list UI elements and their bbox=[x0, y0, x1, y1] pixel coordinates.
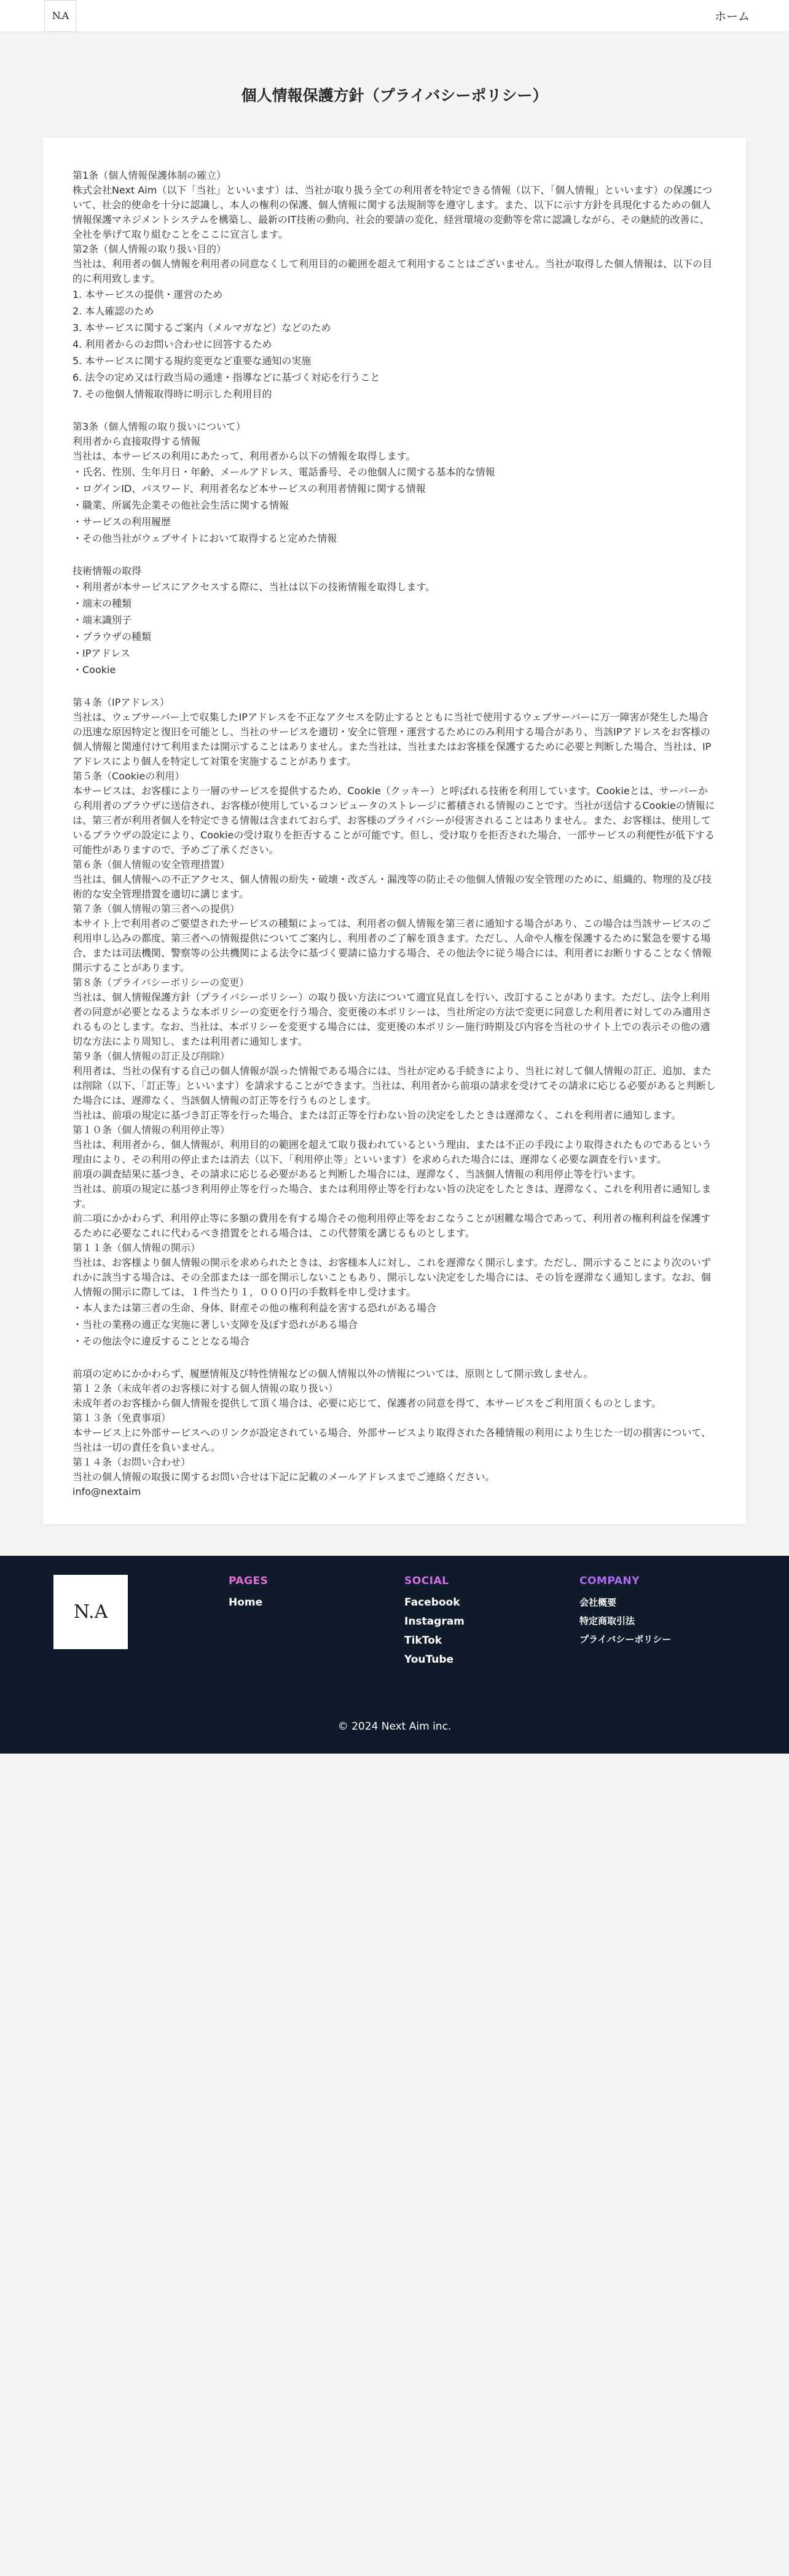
list-item: 5. 本サービスに関する規約変更など重要な通知の実施 bbox=[73, 355, 312, 367]
list-item: ・氏名、性別、生年月日・年齢、メールアドレス、電話番号、その他個人に関する基本的な情報 bbox=[73, 466, 495, 478]
site-header bbox=[0, 0, 789, 32]
section-14-title: 第１４条（お問い合わせ） bbox=[73, 1456, 191, 1468]
logo-text: N.A bbox=[52, 10, 69, 21]
section-8-body: 当社は、個人情報保護方針（プライバシーポリシー）の取り扱い方法について適宜見直しを行い、改訂することがあります。ただし、法令上利用者の同意が必要となるような本ポリシーの変更を行う場合、変更後の本ポリシーは、当社所定の方法で変更に同意した利用者に対してのみ適用されるものとします。なお、当社は、本ポリシーを変更する場合には、変更後の本ポリシー施行時期及び内容を当社のサイト上での表示その他の適切な方法により周知し、または利用者に通知します。 bbox=[73, 991, 712, 1047]
section-6-body: 当社は、個人情報への不正アクセス、個人情報の紛失・破壊・改ざん・漏洩等の防止その他個人情報の安全管理のために、組織的、物理的及び技術的な安全管理措置を適切に講じます。 bbox=[73, 873, 712, 900]
section-7-body: 本サイト上で利用者のご要望されたサービスの種類によっては、利用者の個人情報を第三者に通知する場合があり、この場合は当該サービスのご利用申し込みの都度、第三者への情報提供についてご案内し、利用者のご了解を頂きます。ただし、人命や人権を保護するために緊急を要する場合、または司法機関、警察等の公共機関による法令に基づく要請に協力する場合、その他法令に従う場合には、利用者にお断りすることなく情報開示することがあります。 bbox=[73, 918, 712, 974]
list-item: 7. その他個人情報取得時に明示した利用目的 bbox=[73, 388, 272, 400]
footer-link-privacy[interactable]: プライバシーポリシー bbox=[579, 1634, 672, 1645]
section-3-subtitle-direct: 利用者から直接取得する情報 bbox=[73, 435, 201, 447]
list-item: ・職業、所属先企業その他社会生活に関する情報 bbox=[73, 499, 289, 511]
list-item: ・その他当社がウェブサイトにおいて取得すると定めた情報 bbox=[73, 533, 337, 544]
footer-social-heading: SOCIAL bbox=[404, 1575, 449, 1587]
section-11-body-2: 前項の定めにかかわらず、履歴情報及び特性情報などの個人情報以外の情報については、原則として開示致しません。 bbox=[73, 1368, 594, 1380]
section-10-title: 第１０条（個人情報の利用停止等） bbox=[73, 1124, 230, 1136]
list-item: 4. 利用者からのお問い合わせに回答するため bbox=[73, 338, 272, 350]
list-item: ・当社の業務の適正な実施に著しい支障を及ぼす恐れがある場合 bbox=[73, 1319, 358, 1330]
section-10-body-2: 前項の調査結果に基づき、その請求に応じる必要があると判断した場合には、遅滞なく、当該個人情報の利用停止等を行います。 bbox=[73, 1168, 642, 1180]
section-2-purpose-list bbox=[73, 286, 716, 402]
site-logo[interactable] bbox=[44, 0, 76, 32]
footer-link-facebook[interactable]: Facebook bbox=[404, 1596, 460, 1609]
section-13-body: 本サービス上に外部サービスへのリンクが設定されている場合、外部サービスより取得された各種情報の利用により生じた一切の損害について、当社は一切の責任を負いません。 bbox=[73, 1427, 712, 1453]
list-item: ・その他法令に違反することとなる場合 bbox=[73, 1335, 250, 1347]
footer-link-tiktok[interactable]: TikTok bbox=[404, 1634, 442, 1647]
footer-logo[interactable] bbox=[53, 1575, 128, 1649]
list-item: 6. 法令の定め又は行政当局の通達・指導などに基づく対応を行うこと bbox=[73, 372, 380, 383]
copyright: © 2024 Next Aim inc. bbox=[337, 1720, 452, 1733]
section-6-title: 第６条（個人情報の安全管理措置） bbox=[73, 859, 230, 870]
list-item: 3. 本サービスに関するご案内（メルマガなど）などのため bbox=[73, 322, 331, 334]
section-9-body-2: 当社は、前項の規定に基づき訂正等を行った場合、または訂正等を行わない旨の決定をしたときは遅滞なく、これを利用者に通知します。 bbox=[73, 1109, 681, 1121]
section-8-title: 第８条（プライバシーポリシーの変更） bbox=[73, 977, 249, 988]
section-11-body-1: 当社は、お客様より個人情報の開示を求められたときは、お客様本人に対し、これを遅滞なく開示します。ただし、開示することにより次のいずれかに該当する場合は、その全部または一部を開示しないこともあり、開示しない決定をした場合には、その旨を遅滞なく通知します。なお、個人情報の開示に際しては、１件当たり１，０００円の手数料を申し受けます。 bbox=[73, 1257, 711, 1298]
footer-link-company-profile[interactable]: 会社概要 bbox=[579, 1597, 617, 1608]
section-4-title: 第４条（IPアドレス） bbox=[73, 697, 170, 708]
list-item: 1. 本サービスの提供・運営のため bbox=[73, 289, 223, 300]
section-10-body-1: 当社は、利用者から、個人情報が、利用目的の範囲を超えて取り扱われているという理由、または不正の手段により取得されたものであるという理由により、その利用の停止または消去（以下、「利用停止等」といいます）を求められた場合には、遅滞なく必要な調査を行います。 bbox=[73, 1139, 712, 1165]
section-3-subtitle-tech: 技術情報の取得 bbox=[73, 565, 142, 577]
list-item: ・ログインID、パスワード、利用者名など本サービスの利用者情報に関する情報 bbox=[73, 483, 426, 494]
list-item: ・端末識別子 bbox=[73, 614, 132, 626]
footer-logo-text: N.A bbox=[73, 1601, 108, 1623]
section-11-list bbox=[73, 1300, 716, 1349]
footer-pages-heading: PAGES bbox=[229, 1575, 269, 1587]
list-item: ・ブラウザの種類 bbox=[73, 631, 152, 642]
section-5-body: 本サービスは、お客様により一層のサービスを提供するため、Cookie（クッキー）と呼ばれる技術を利用しています。Cookieとは、サーバーから利用者のブラウザに送信され、お客様が使用しているコンピュータのストレージに蓄積される情報のことです。当社が送信するCookieの情報には、第三者が利用者個人を特定できる情報は含まれておらず、お客様のプライバシーが侵害されることはありません。また、お客様は、使用しているブラウザの設定により、Cookieの受け取りを拒否することが可能です。但し、受け取りを拒否された場合、一部サービスの利便性が低下する可能性がありますので、予めご了承ください。 bbox=[73, 785, 715, 856]
section-1-body: 株式会社Next Aim（以下「当社」といいます）は、当社が取り扱う全ての利用者を特定できる情報（以下、「個人情報」といいます）の保護について、社会的使命を十分に認識し、本人の権利の保護、個人情報に関する法規制等を遵守します。また、以下に示す方針を具現化するための個人情報保護マネジメントシステムを構築し、最新のIT技術の動向、社会的要請の変化、経営環境の変動等を常に認識しながら、その継続的改善に、全社を挙げて取り組むことをここに宣言します。 bbox=[73, 184, 713, 240]
footer-link-youtube[interactable]: YouTube bbox=[404, 1653, 454, 1666]
section-9-title: 第９条（個人情報の訂正及び削除） bbox=[73, 1050, 230, 1062]
section-11-title: 第１１条（個人情報の開示） bbox=[73, 1242, 201, 1254]
section-3-body: 当社は、本サービスの利用にあたって、利用者から以下の情報を取得します。 bbox=[73, 450, 416, 462]
list-item: ・本人または第三者の生命、身体、財産その他の権利利益を害する恐れがある場合 bbox=[73, 1302, 437, 1314]
list-item: ・サービスの利用履歴 bbox=[73, 516, 171, 528]
section-14-body: 当社の個人情報の取扱に関するお問い合せは下記に記載のメールアドレスまでご連絡ください。 bbox=[73, 1471, 495, 1483]
list-item: ・利用者が本サービスにアクセスする際に、当社は以下の技術情報を取得します。 bbox=[73, 581, 436, 593]
section-2-body: 当社は、利用者の個人情報を利用者の同意なくして利用目的の範囲を超えて利用することはございません。当社が取得した個人情報は、以下の目的に利用致します。 bbox=[73, 258, 712, 284]
list-item: 2. 本人確認のため bbox=[73, 305, 154, 317]
section-3-direct-list bbox=[73, 464, 716, 547]
section-5-title: 第５条（Cookieの利用） bbox=[73, 770, 185, 782]
section-4-body: 当社は、ウェブサーバー上で収集したIPアドレスを不正なアクセスを防止するとともに当社で使用するウェブサーバーに万一障害が発生した場合の迅速な原因特定と復旧を可能とし、当社のサービスを適切・安全に管理・運営するためにのみ利用する場合があり、当該IPアドレスをお客様の個人情報と関連付けて利用または開示することはありません。また当社は、当社またはお客様を保護するために必要と判断した場合、当社は、IPアドレスにより個人を特定して対策を実施することがあります。 bbox=[73, 711, 712, 767]
footer-company-column bbox=[579, 1575, 671, 1649]
footer-pages-column bbox=[229, 1575, 268, 1612]
nav-home-link[interactable]: ホーム bbox=[714, 10, 750, 23]
section-1-title: 第1条（個人情報保護体制の確立） bbox=[73, 170, 227, 181]
section-12-body: 未成年者のお客様から個人情報を提供して頂く場合は、必要に応じて、保護者の同意を得て、本サービスをご利用頂くものとします。 bbox=[73, 1397, 662, 1409]
site-footer bbox=[0, 1556, 789, 1754]
footer-company-heading: COMPANY bbox=[579, 1575, 640, 1587]
page-title: 個人情報保護方針（プライバシーポリシー） bbox=[241, 87, 548, 104]
section-7-title: 第７条（個人情報の第三者への提供） bbox=[73, 903, 240, 915]
section-13-title: 第１３条（免責事項） bbox=[73, 1412, 171, 1424]
section-3-title: 第3条（個人情報の取り扱いについて） bbox=[73, 421, 246, 432]
list-item: ・IPアドレス bbox=[73, 647, 130, 659]
section-3-tech-list bbox=[73, 579, 716, 678]
section-9-body-1: 利用者は、当社の保有する自己の個人情報が誤った情報である場合には、当社が定める手続きにより、当社に対して個人情報の訂正、追加、または削除（以下、「訂正等」といいます）を請求することができます。当社は、利用者から前項の請求を受けてその請求に応じる必要があると判断した場合には、遅滞なく、当該個人情報の訂正等を行うものとします。 bbox=[73, 1065, 716, 1106]
section-12-title: 第１２条（未成年者のお客様に対する個人情報の取り扱い） bbox=[73, 1383, 339, 1394]
section-2-title: 第2条（個人情報の取り扱い目的） bbox=[73, 243, 227, 255]
footer-social-column bbox=[404, 1575, 465, 1669]
list-item: ・端末の種類 bbox=[73, 598, 132, 609]
section-10-body-3: 当社は、前項の規定に基づき利用停止等を行った場合、または利用停止等を行わない旨の決定をしたときは、遅滞なく、これを利用者に通知します。 bbox=[73, 1183, 712, 1209]
footer-link-tokushoho[interactable]: 特定商取引法 bbox=[579, 1615, 635, 1626]
footer-link-instagram[interactable]: Instagram bbox=[404, 1615, 465, 1628]
policy-card bbox=[43, 138, 746, 1524]
footer-link-home[interactable]: Home bbox=[229, 1596, 263, 1609]
section-10-body-4: 前二項にかかわらず、利用停止等に多額の費用を有する場合その他利用停止等をおこなうことが困難な場合であって、利用者の権利利益を保護するために必要なこれに代わるべき措置をとれる場合は、この代替策を講じるものとします。 bbox=[73, 1212, 711, 1239]
contact-email: info@nextaim bbox=[73, 1486, 141, 1497]
list-item: ・Cookie bbox=[73, 664, 116, 676]
